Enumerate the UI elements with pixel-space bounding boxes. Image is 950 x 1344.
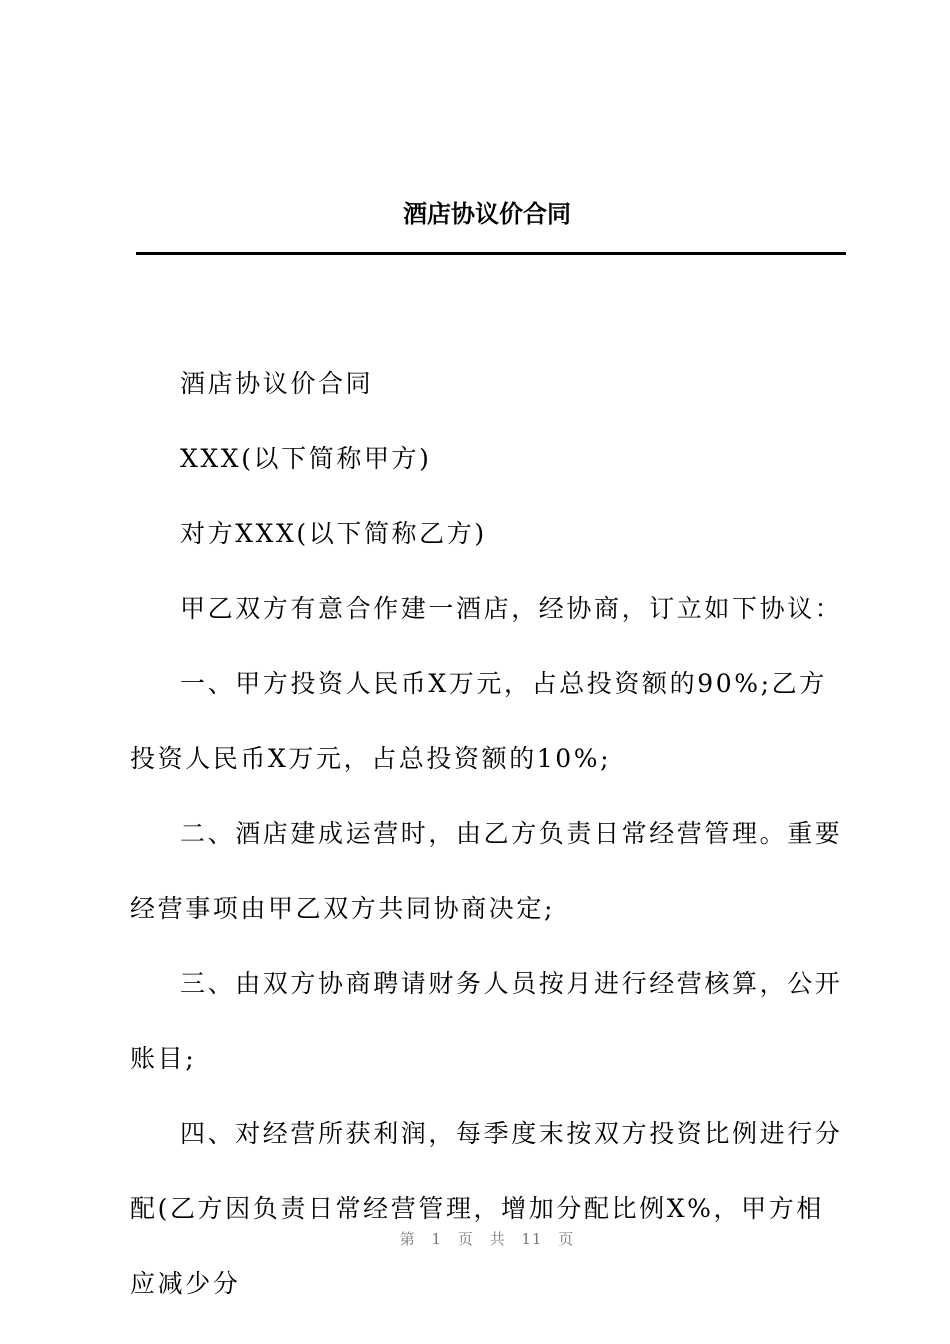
- paragraph-heading: 酒店协议价合同: [180, 369, 374, 398]
- paragraph-party-b: 对方XXX(以下简称乙方): [180, 519, 487, 548]
- paragraph-clause-1: 一、甲方投资人民币X万元，占总投资额的90%;乙方投资人民币X万元，占总投资额的10%;: [130, 669, 827, 773]
- document-title: 酒店协议价合同: [403, 199, 571, 228]
- page-footer: 第 1 页 共 11 页: [399, 1230, 575, 1248]
- paragraph-clause-3: 三、由双方协商聘请财务人员按月进行经营核算，公开账目;: [130, 969, 843, 1073]
- title-divider: [136, 252, 846, 255]
- document-body: [130, 346, 850, 1321]
- paragraph-intro: 甲乙双方有意合作建一酒店，经协商，订立如下协议：: [180, 594, 843, 623]
- paragraph-clause-4: 四、对经营所获利润，每季度末按双方投资比例进行分配(乙方因负责日常经营管理，增加分配比例X%，甲方相应减少分: [130, 1119, 843, 1298]
- paragraph-clause-2: 二、酒店建成运营时，由乙方负责日常经营管理。重要经营事项由甲乙双方共同协商决定;: [130, 819, 843, 923]
- paragraph-party-a: XXX(以下简称甲方): [180, 444, 432, 473]
